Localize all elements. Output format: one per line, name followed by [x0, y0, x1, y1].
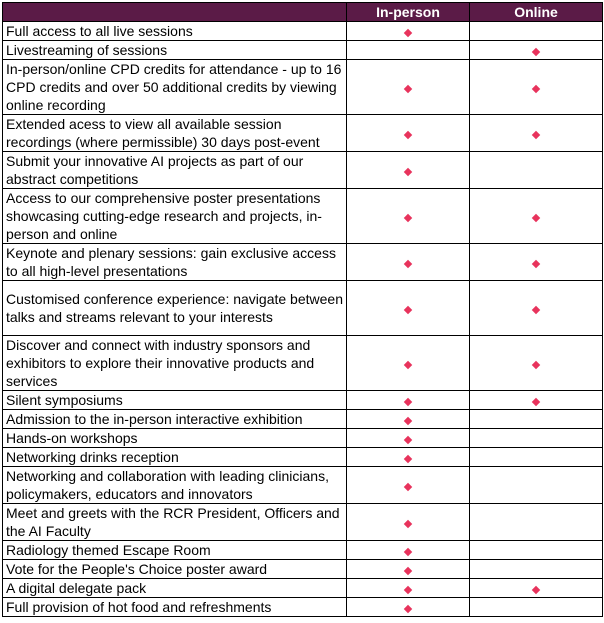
diamond-icon: [532, 214, 540, 222]
online-cell: [470, 60, 603, 115]
feature-cell: Networking and collaboration with leading clinicians, policymakers, educators and innovators: [3, 467, 347, 504]
table-row: [3, 429, 603, 448]
online-cell: [470, 189, 603, 244]
table-row: [3, 336, 603, 391]
in-person-cell: [347, 467, 470, 504]
online-cell: [470, 579, 603, 598]
diamond-icon: [532, 85, 540, 93]
online-cell: [470, 560, 603, 579]
in-person-cell: [347, 504, 470, 541]
diamond-icon: [532, 260, 540, 268]
diamond-icon: [404, 214, 412, 222]
diamond-icon: [404, 417, 412, 425]
feature-cell: A digital delegate pack: [3, 579, 347, 598]
online-cell: [470, 281, 603, 336]
diamond-icon: [404, 361, 412, 369]
in-person-cell: [347, 41, 470, 60]
in-person-cell: [347, 281, 470, 336]
comparison-table: [2, 2, 603, 617]
diamond-icon: [404, 567, 412, 575]
diamond-icon: [404, 483, 412, 491]
table-row: [3, 244, 603, 281]
feature-cell: In-person/online CPD credits for attendance - up to 16 CPD credits and over 50 additional credits by viewing online recording: [3, 60, 347, 115]
in-person-cell: [347, 410, 470, 429]
online-cell: [470, 467, 603, 504]
header-in-person: In-person: [347, 3, 470, 22]
feature-cell: Full provision of hot food and refreshments: [3, 598, 347, 617]
diamond-icon: [404, 306, 412, 314]
table-row: [3, 60, 603, 115]
diamond-icon: [404, 586, 412, 594]
header-row: [3, 3, 603, 22]
table-row: [3, 22, 603, 41]
diamond-icon: [532, 361, 540, 369]
feature-cell: Radiology themed Escape Room: [3, 541, 347, 560]
online-cell: [470, 541, 603, 560]
feature-cell: Networking drinks reception: [3, 448, 347, 467]
table-row: [3, 541, 603, 560]
diamond-icon: [404, 29, 412, 37]
table-row: [3, 281, 603, 336]
online-cell: [470, 336, 603, 391]
feature-cell: Extended acess to view all available session recordings (where permissible) 30 days post-event: [3, 115, 347, 152]
diamond-icon: [404, 85, 412, 93]
diamond-icon: [404, 455, 412, 463]
feature-cell: Discover and connect with industry sponsors and exhibitors to explore their innovative products and services: [3, 336, 347, 391]
online-cell: [470, 504, 603, 541]
feature-cell: Customised conference experience: navigate between talks and streams relevant to your interests: [3, 281, 347, 336]
diamond-icon: [532, 306, 540, 314]
table-row: [3, 467, 603, 504]
in-person-cell: [347, 448, 470, 467]
table-row: [3, 391, 603, 410]
diamond-icon: [404, 260, 412, 268]
online-cell: [470, 115, 603, 152]
table-row: [3, 115, 603, 152]
header-feature: [3, 3, 347, 22]
feature-cell: Access to our comprehensive poster presentations showcasing cutting-edge research and projects, in-person and online: [3, 189, 347, 244]
in-person-cell: [347, 115, 470, 152]
feature-cell: Full access to all live sessions: [3, 22, 347, 41]
table-row: [3, 560, 603, 579]
in-person-cell: [347, 429, 470, 448]
feature-cell: Silent symposiums: [3, 391, 347, 410]
diamond-icon: [532, 131, 540, 139]
diamond-icon: [532, 586, 540, 594]
diamond-icon: [404, 131, 412, 139]
feature-cell: Keynote and plenary sessions: gain exclusive access to all high-level presentations: [3, 244, 347, 281]
in-person-cell: [347, 336, 470, 391]
in-person-cell: [347, 579, 470, 598]
diamond-icon: [404, 398, 412, 406]
in-person-cell: [347, 391, 470, 410]
online-cell: [470, 22, 603, 41]
online-cell: [470, 598, 603, 617]
diamond-icon: [404, 605, 412, 613]
table-row: [3, 152, 603, 189]
in-person-cell: [347, 244, 470, 281]
in-person-cell: [347, 598, 470, 617]
online-cell: [470, 429, 603, 448]
feature-cell: Admission to the in-person interactive exhibition: [3, 410, 347, 429]
feature-cell: Submit your innovative AI projects as part of our abstract competitions: [3, 152, 347, 189]
diamond-icon: [404, 548, 412, 556]
table-row: [3, 504, 603, 541]
feature-cell: Meet and greets with the RCR President, Officers and the AI Faculty: [3, 504, 347, 541]
online-cell: [470, 410, 603, 429]
table-row: [3, 598, 603, 617]
diamond-icon: [532, 398, 540, 406]
online-cell: [470, 152, 603, 189]
online-cell: [470, 391, 603, 410]
header-online: Online: [470, 3, 603, 22]
in-person-cell: [347, 22, 470, 41]
online-cell: [470, 244, 603, 281]
table-row: [3, 448, 603, 467]
online-cell: [470, 448, 603, 467]
diamond-icon: [404, 436, 412, 444]
in-person-cell: [347, 60, 470, 115]
feature-cell: Livestreaming of sessions: [3, 41, 347, 60]
table-row: [3, 579, 603, 598]
table-row: [3, 41, 603, 60]
feature-cell: Hands-on workshops: [3, 429, 347, 448]
in-person-cell: [347, 541, 470, 560]
diamond-icon: [404, 520, 412, 528]
feature-cell: Vote for the People's Choice poster award: [3, 560, 347, 579]
in-person-cell: [347, 152, 470, 189]
table-row: [3, 410, 603, 429]
diamond-icon: [532, 48, 540, 56]
in-person-cell: [347, 560, 470, 579]
in-person-cell: [347, 189, 470, 244]
table-row: [3, 189, 603, 244]
online-cell: [470, 41, 603, 60]
diamond-icon: [404, 168, 412, 176]
